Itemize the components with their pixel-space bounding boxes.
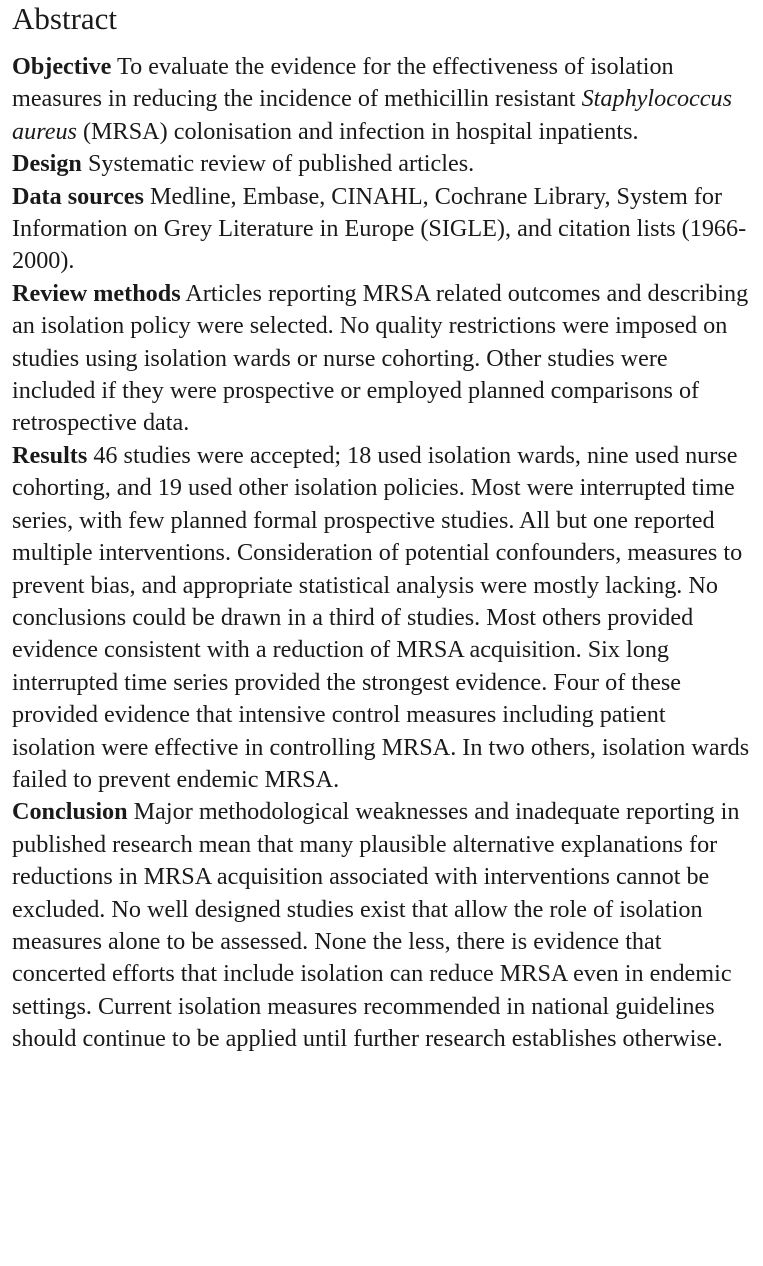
design-section [12, 148, 753, 180]
design-text: Systematic review of published articles. [81, 150, 475, 178]
conclusion-label: Conclusion [12, 798, 128, 826]
objective-text-after: (MRSA) colonisation and infection in hospital inpatients. [76, 117, 639, 145]
review-methods-text: Articles reporting MRSA related outcomes and describing an isolation policy were selected. No quality restrictions were imposed on studies using isolation wards or nurse cohorting. Other studies were included if they were prospective or employed planned comparisons of retrospective data. [12, 279, 749, 437]
review-methods-label: Review methods [12, 279, 181, 307]
data-sources-label: Data sources [12, 182, 144, 210]
abstract-heading: Abstract [12, 1, 118, 36]
results-text: 46 studies were accepted; 18 used isolation wards, nine used nurse cohorting, and 19 used other isolation policies. Most were interrupted time series, with few planned formal prospective studies. All but one reported multiple interventions. Consideration of potential confounders, measures to prevent bias, and appropriate statistical analysis were mostly lacking. No conclusions could be drawn in a third of studies. Most others provided evidence consistent with a reduction of MRSA acquisition. Six long interrupted time series provided the strongest evidence. Four of these provided evidence that intensive control measures including patient isolation were effective in controlling MRSA. In two others, isolation wards failed to prevent endemic MRSA. [12, 441, 750, 793]
design-label: Design [12, 150, 82, 178]
objective-species-name: Staphylococcus aureus [12, 85, 733, 145]
objective-section [12, 51, 753, 148]
results-label: Results [12, 441, 88, 469]
review-methods-section [12, 278, 753, 440]
conclusion-section [12, 796, 753, 1055]
conclusion-text: Major methodological weaknesses and inadequate reporting in published research mean that many plausible alternative explanations for reductions in MRSA acquisition associated with interventions cannot be excluded. No well designed studies exist that allow the role of isolation measures alone to be assessed. None the less, there is evidence that concerted efforts that include isolation can reduce MRSA even in endemic settings. Current isolation measures recommended in national guidelines should continue to be applied until further research establishes otherwise. [12, 798, 740, 1053]
data-sources-section [12, 181, 753, 278]
data-sources-text: Medline, Embase, CINAHL, Cochrane Library, System for Information on Grey Literature in Europe (SIGLE), and citation lists (1966-2000). [12, 182, 747, 275]
objective-label: Objective [12, 53, 112, 80]
results-section [12, 440, 753, 796]
objective-text-before: To evaluate the evidence for the effectiveness of isolation measures in reducing the incidence of methicillin resistant [12, 53, 674, 113]
